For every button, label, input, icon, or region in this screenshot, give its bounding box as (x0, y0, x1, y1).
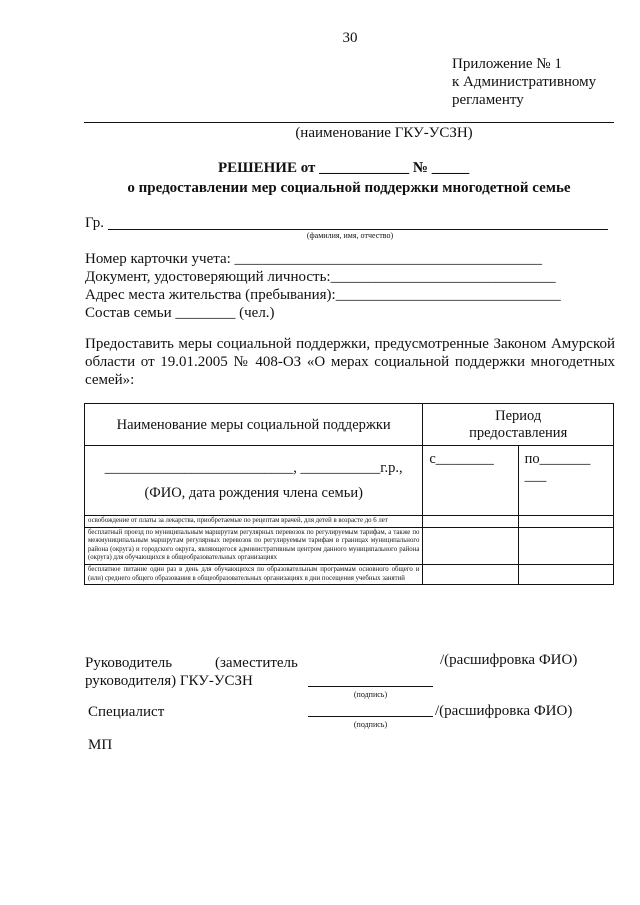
period-to-cell: по_______ ___ (518, 446, 613, 516)
specialist-signature-line (308, 716, 433, 717)
head-word1: Руководитель (85, 655, 173, 671)
table-row (85, 516, 614, 528)
measure-row-2: бесплатный проезд по муниципальным маршрутам регулярных перевозок по регулируемым тарифам, а также по межмуниципальным маршрутам регулярных перевозок по регулируемым тарифам в границах муниципального района (округа) и городского округа, являющегося административным центром данного муниципального района (округа) для обучающихся в общеобразовательных организациях (85, 527, 423, 564)
appendix-line-1: Приложение № 1 (452, 56, 562, 72)
fields-block (85, 250, 561, 322)
stamp-label: МП (88, 737, 113, 753)
table-row (85, 527, 614, 564)
appendix-block (452, 55, 596, 109)
field-card-number: Номер карточки учета: _________________________________________ (85, 251, 543, 267)
appendix-line-3: регламенту (452, 92, 524, 108)
head-word2: (заместитель (215, 655, 298, 671)
header-measure-cell (85, 404, 423, 446)
head-signature-caption: (подпись) (353, 690, 388, 699)
header-measure: Наименование меры социальной поддержки (116, 416, 391, 433)
measure-row-3: бесплатное питание один раз в день для обучающихся по образовательным программам основного общего и (или) среднего общего образования в общеобразовательных организациях в дни посещения учебных занятий (85, 564, 423, 584)
period-from-cell: с________ (423, 446, 518, 516)
member-caption: (ФИО, дата рождения члена семьи) (144, 484, 363, 501)
header-period-line1: Период (495, 407, 542, 424)
member-row (85, 446, 614, 516)
citizen-caption: (фамилия, имя, отчество) (306, 231, 394, 240)
period-from-label: с (429, 451, 436, 467)
header-period-cell (423, 404, 614, 446)
table-row (85, 564, 614, 584)
member-blank: __________________________, ___________г.р., (104, 459, 403, 476)
intro-paragraph: Предоставить меры социальной поддержки, предусмотренные Законом Амурской области от 19.01.2005 № 408-ОЗ «О мерах социальной поддержки многодетных семей»: (85, 336, 615, 388)
page-number: 30 (342, 30, 358, 46)
period-to-label: по (524, 451, 540, 467)
specialist-decode: /(расшифровка ФИО) (435, 703, 573, 719)
measure-row-1: освобождение от платы за лекарства, приобретаемые по рецептам врачей, для детей в возрасте до 6 лет (85, 516, 423, 528)
specialist-label: Специалист (88, 704, 165, 720)
field-family-size: Состав семьи ________ (чел.) (85, 305, 275, 321)
header-period-line2: предоставления (469, 424, 568, 441)
citizen-name-line (108, 229, 608, 230)
decision-title: РЕШЕНИЕ от ____________ № _____ (218, 160, 470, 176)
specialist-signature-caption: (подпись) (353, 720, 388, 729)
period-to-suffix: ___ (524, 468, 547, 484)
decision-subject: о предоставлении мер социальной поддержки многодетной семье (127, 180, 571, 196)
citizen-label: Гр. (85, 215, 104, 231)
head-signature-line (308, 686, 433, 687)
org-caption: (наименование ГКУ-УСЗН) (295, 125, 473, 141)
member-cell (85, 446, 423, 516)
head-decode: /(расшифровка ФИО) (440, 652, 578, 668)
measures-table (84, 403, 614, 585)
appendix-line-2: к Административному (452, 74, 597, 90)
field-address: Адрес места жительства (пребывания):______________________________ (85, 287, 561, 303)
head-line2: руководителя) ГКУ-УСЗН (85, 673, 253, 689)
field-id-document: Документ, удостоверяющий личность:______________________________ (85, 269, 556, 285)
org-name-line (84, 122, 614, 123)
table-header-row (85, 404, 614, 446)
